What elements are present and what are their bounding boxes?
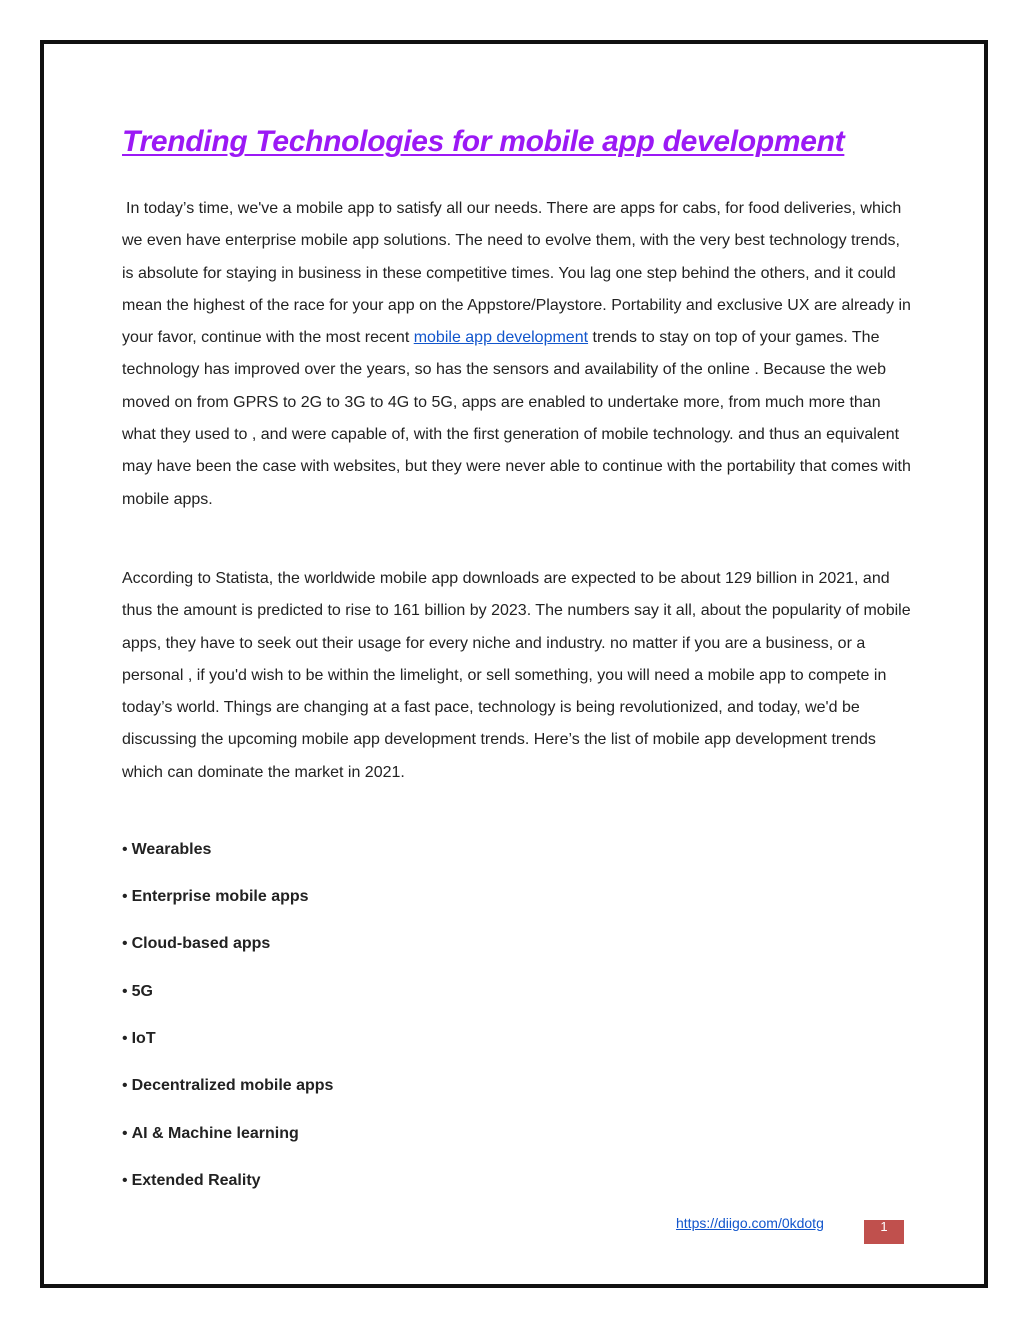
list-item-label: Wearables xyxy=(131,841,212,858)
page-number-badge: 1 xyxy=(864,1220,904,1244)
intro-text-after-link: trends to stay on top of your games. The technology has improved over the years, so has the sensors and availability of the online . Because the web moved on from GPRS to 2G to 3G to 4G to 5G, apps are enabled to undertake more, from much more than what they used to , and were capable of, with the first generation of mobile technology. and thus an equivalent may have been the case with websites, but they were never able to continue with the portability that comes with mobile apps. xyxy=(122,329,911,508)
document-page xyxy=(40,40,988,1288)
list-item xyxy=(122,1169,261,1193)
list-item xyxy=(122,885,309,909)
list-item xyxy=(122,838,211,862)
list-item xyxy=(122,932,270,956)
list-item-label: IoT xyxy=(131,1030,156,1047)
bullet-icon: • xyxy=(122,841,128,858)
intro-text-before-link: In today’s time, we've a mobile app to satisfy all our needs. There are apps for cabs, for food deliveries, which we even have enterprise mobile app solutions. The need to evolve them, with the very best technology trends, is absolute for staying in business in these competitive times. You lag one step behind the others, and it could mean the highest of the race for your app on the Appstore/Playstore. Portability and exclusive UX are already in your favor, continue with the most recent xyxy=(122,200,911,347)
list-item-label: Decentralized mobile apps xyxy=(131,1077,334,1094)
list-item-label: Cloud-based apps xyxy=(131,935,271,952)
bullet-icon: • xyxy=(122,983,128,1000)
list-item-label: Extended Reality xyxy=(131,1172,261,1189)
list-item xyxy=(122,1122,299,1146)
list-item xyxy=(122,1074,333,1098)
list-item xyxy=(122,1027,156,1051)
list-item-label: AI & Machine learning xyxy=(131,1125,299,1142)
list-item-label: 5G xyxy=(131,983,153,1000)
bullet-icon: • xyxy=(122,1172,128,1189)
page-title: Trending Technologies for mobile app development xyxy=(122,125,845,158)
list-item xyxy=(122,980,153,1004)
bullet-icon: • xyxy=(122,1030,128,1047)
bullet-icon: • xyxy=(122,1125,128,1142)
intro-paragraph xyxy=(122,193,912,516)
statista-paragraph: According to Statista, the worldwide mobile app downloads are expected to be about 129 billion in 2021, and thus the amount is predicted to rise to 161 billion by 2023. The numbers say it all, about the popularity of mobile apps, they have to seek out their usage for every niche and industry. no matter if you are a business, or a personal , if you'd wish to be within the limelight, or sell something, you will need a mobile app to compete in today’s world. Things are changing at a fast pace, technology is being revolutionized, and today, we'd be discussing the upcoming mobile app development trends. Here’s the list of mobile app development trends which can dominate the market in 2021. xyxy=(122,570,911,781)
bullet-icon: • xyxy=(122,1077,128,1094)
footer-source-link[interactable]: https://diigo.com/0kdotg xyxy=(676,1215,824,1231)
mobile-app-development-link[interactable]: mobile app development xyxy=(413,329,589,347)
list-item-label: Enterprise mobile apps xyxy=(131,888,309,905)
bullet-icon: • xyxy=(122,935,128,952)
bullet-icon: • xyxy=(122,888,128,905)
